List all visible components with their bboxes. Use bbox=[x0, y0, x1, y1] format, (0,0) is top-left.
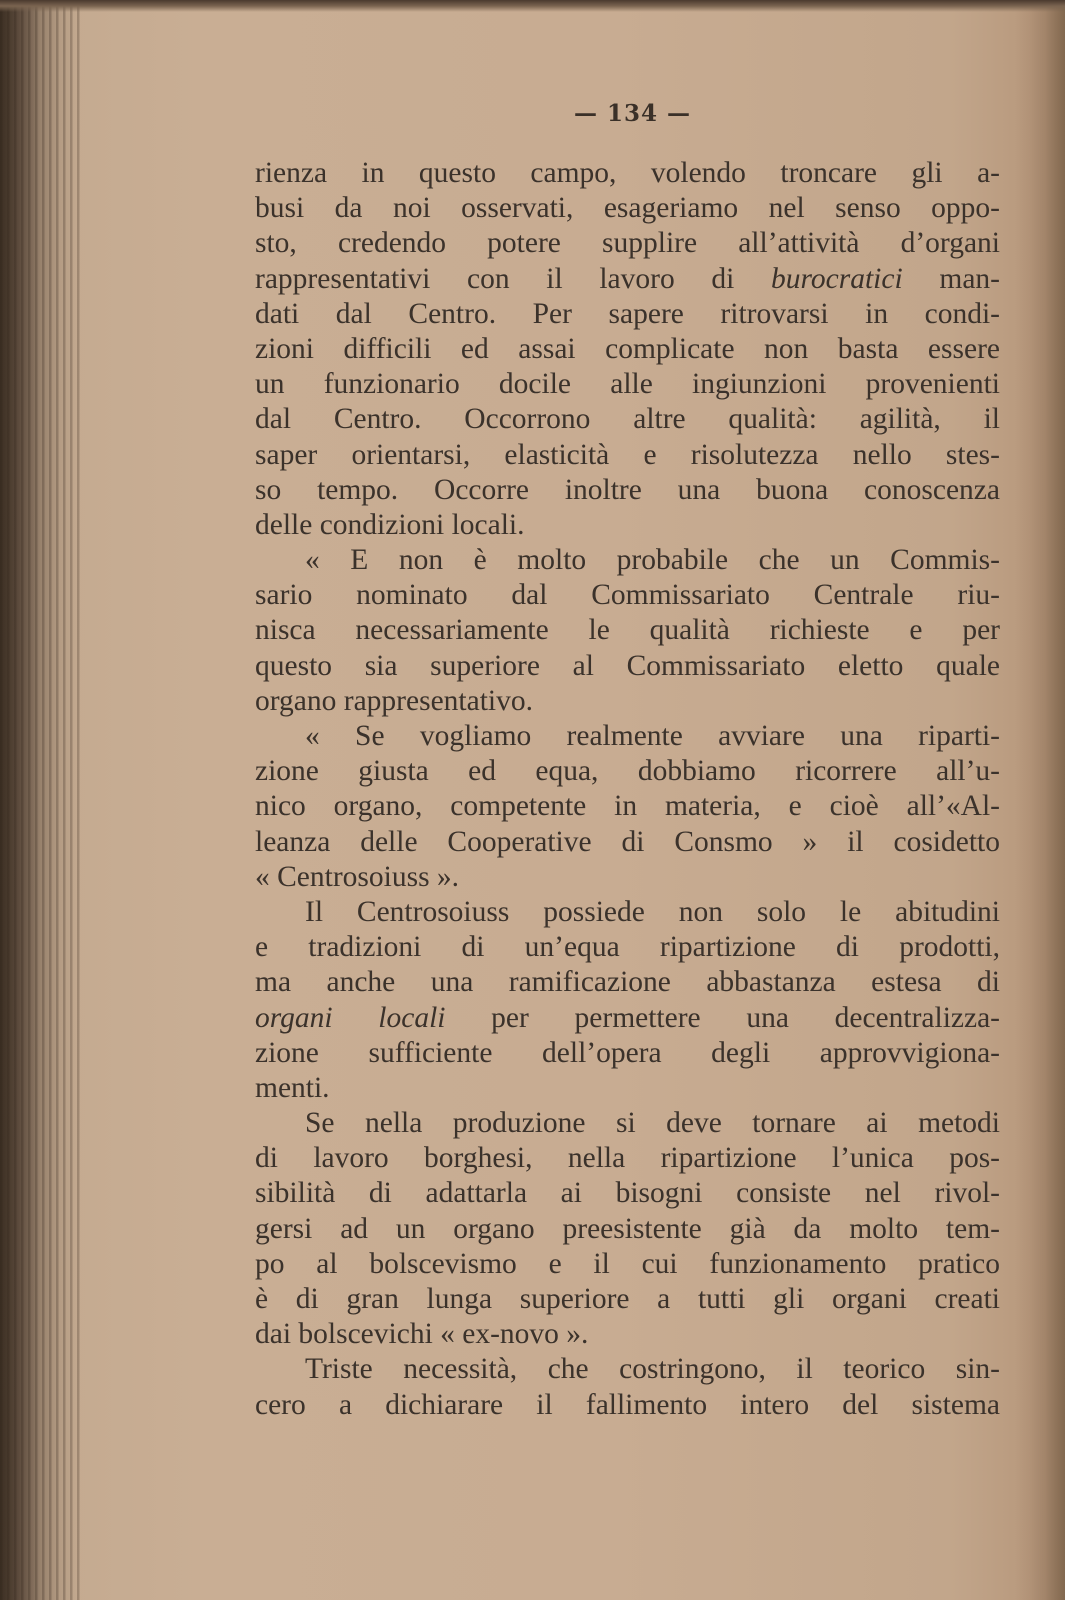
text-run: per permettere una decentralizza- bbox=[445, 1001, 1001, 1034]
gutter-shadow bbox=[0, 0, 80, 1600]
text-line: Triste necessità, che costringono, il teorico sin- bbox=[305, 1353, 1000, 1386]
text-line: po al bolscevismo e il cui funzionamento pratico bbox=[255, 1247, 1000, 1280]
italic-run: organi locali bbox=[255, 1001, 446, 1034]
text-line bbox=[255, 262, 1000, 297]
text-line: è di gran lunga superiore a tutti gli organi creati bbox=[255, 1283, 1000, 1315]
text-line: dal Centro. Occorrono altre qualità: agilità, il bbox=[255, 403, 1000, 436]
text-line: gersi ad un organo preesistente già da molto tem- bbox=[255, 1212, 1000, 1245]
page-number: — 134 — bbox=[573, 100, 692, 127]
text-line: ma anche una ramificazione abbastanza estesa di bbox=[255, 966, 1000, 999]
text-line: zione giusta ed equa, dobbiamo ricorrere all’u- bbox=[255, 755, 1000, 788]
text-line: delle condizioni locali. bbox=[255, 508, 525, 541]
text-line: dati dal Centro. Per sapere ritrovarsi in condi- bbox=[255, 297, 1000, 330]
text-line: e tradizioni di un’equa ripartizione di prodotti, bbox=[255, 931, 1000, 964]
text-line: sto, credendo potere supplire all’attività d’organi bbox=[255, 227, 1000, 260]
text-line: zioni difficili ed assai complicate non basta essere bbox=[255, 332, 1000, 365]
text-line: questo sia superiore al Commissariato eletto quale bbox=[255, 649, 1000, 682]
text-run: man- bbox=[902, 262, 1000, 295]
text-line: di lavoro borghesi, nella ripartizione l’unica pos- bbox=[255, 1142, 1000, 1175]
text-line: cero a dichiarare il fallimento intero del sistema bbox=[255, 1388, 1000, 1421]
text-line: nico organo, competente in materia, e cioè all’«Al- bbox=[255, 790, 1000, 823]
text-line: leanza delle Cooperative di Consmo » il cosidetto bbox=[255, 825, 1000, 858]
text-line: menti. bbox=[255, 1071, 330, 1104]
text-line: so tempo. Occorre inoltre una buona conoscenza bbox=[255, 473, 1000, 506]
page-top-edge bbox=[0, 0, 1065, 12]
text-line: un funzionario docile alle ingiunzioni provenienti bbox=[255, 368, 1000, 401]
text-line: « Centrosoiuss ». bbox=[255, 860, 460, 893]
page-right-edge bbox=[1015, 0, 1065, 1600]
text-line: dai bolscevichi « ex-novo ». bbox=[255, 1318, 589, 1351]
text-line: Il Centrosoiuss possiede non solo le abitudini bbox=[305, 895, 1000, 928]
text-line: sibilità di adattarla ai bisogni consiste nel rivol- bbox=[255, 1177, 1000, 1210]
text-line: nisca necessariamente le qualità richieste e per bbox=[255, 614, 1000, 647]
text-line: busi da noi osservati, esageriamo nel senso oppo- bbox=[255, 192, 1000, 225]
text-line: saper orientarsi, elasticità e risolutezza nello stes- bbox=[255, 438, 1000, 471]
text-line: rienza in questo campo, volendo troncare gli a- bbox=[255, 157, 1000, 189]
text-line: sario nominato dal Commissariato Centrale riu- bbox=[255, 579, 1000, 612]
text-line: « Se vogliamo realmente avviare una riparti- bbox=[305, 720, 1000, 752]
body-text bbox=[255, 156, 1000, 1423]
text-line: organo rappresentativo. bbox=[255, 684, 533, 717]
text-line: « E non è molto probabile che un Commis- bbox=[305, 544, 1000, 577]
text-line: zione sufficiente dell’opera degli approvvigiona- bbox=[255, 1036, 1000, 1069]
text-run: rappresentativi con il lavoro di bbox=[255, 262, 772, 295]
text-line bbox=[255, 1001, 1000, 1036]
text-line: Se nella produzione si deve tornare ai metodi bbox=[305, 1107, 1000, 1140]
italic-run: burocratici bbox=[771, 262, 903, 295]
